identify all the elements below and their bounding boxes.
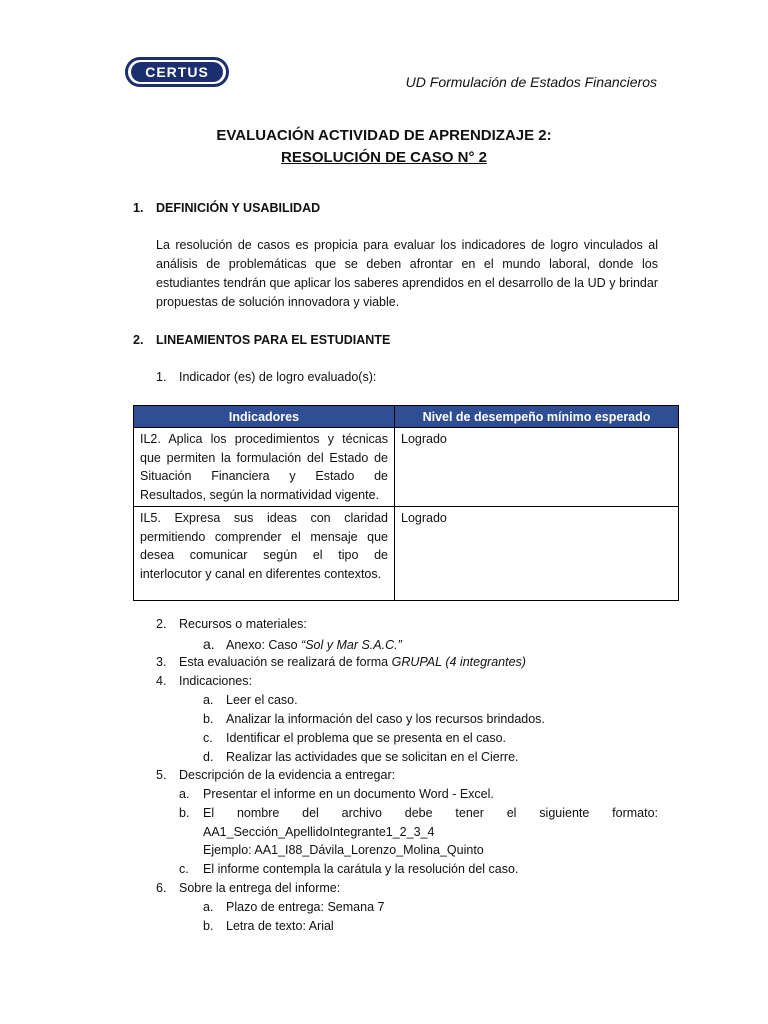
sub-item: b. Analizar la información del caso y los recursos brindados. — [203, 712, 545, 726]
list-item-4: 4. Indicaciones: — [156, 674, 252, 688]
document-subtitle: RESOLUCIÓN DE CASO N° 2 — [280, 149, 488, 166]
column-header-indicators: Indicadores — [134, 406, 395, 428]
indicator-cell: IL5. Expresa sus ideas con claridad permitiendo comprender el mensaje que desea comunicar según el tipo de interlocutor y canal en diferentes contextos. — [134, 507, 395, 601]
indicator-cell: IL2. Aplica los procedimientos y técnicas que permiten la formulación del Estado de Situación Financiera y Estado de Resultados, según la normatividad vigente. — [134, 428, 395, 507]
section-2-heading — [133, 333, 390, 347]
sub-item: b. El nombre del archivo debe tener el siguiente formato: — [179, 806, 658, 820]
list-item-6: 6. Sobre la entrega del informe: — [156, 881, 341, 895]
section-title: LINEAMIENTOS PARA EL ESTUDIANTE — [156, 333, 391, 347]
sub-item: d. Realizar las actividades que se solicitan en el Cierre. — [203, 750, 519, 764]
sub-item: a. Plazo de entrega: Semana 7 — [203, 900, 385, 914]
section-1-heading — [133, 201, 320, 215]
sub-item: a. Leer el caso. — [203, 693, 298, 707]
sub-item: c. El informe contempla la carátula y la resolución del caso. — [179, 862, 519, 876]
file-example: Ejemplo: AA1_I88_Dávila_Lorenzo_Molina_Quinto — [203, 843, 484, 857]
course-name: UD Formulación de Estados Financieros — [405, 74, 657, 90]
list-item-5: 5. Descripción de la evidencia a entregar: — [156, 768, 396, 782]
level-cell: Logrado — [395, 507, 679, 601]
logo-text: CERTUS — [131, 62, 223, 82]
column-header-level: Nivel de desempeño mínimo esperado — [395, 406, 679, 428]
section-number: 1. — [133, 201, 144, 215]
section-1-paragraph: La resolución de casos es propicia para evaluar los indicadores de logro vinculados al análisis de problemáticas que se deben afrontar en el mundo laboral, donde los estudiantes tendrán que aplicar los saberes aprendidos en el desarrollo de la UD y brindar propuestas de solución innovadora y viable. — [156, 238, 658, 309]
sub-item: c. Identificar el problema que se presenta en el caso. — [203, 731, 507, 745]
document-title: EVALUACIÓN ACTIVIDAD DE APRENDIZAJE 2: — [216, 127, 552, 144]
sub-item: b. Letra de texto: Arial — [203, 919, 334, 933]
list-item-1: 1. Indicador (es) de logro evaluado(s): — [156, 370, 377, 384]
level-cell: Logrado — [395, 428, 679, 507]
section-title: DEFINICIÓN Y USABILIDAD — [156, 201, 321, 215]
indicators-table — [133, 405, 679, 601]
table-row — [134, 507, 679, 601]
sub-item: a. Presentar el informe en un documento Word - Excel. — [179, 787, 494, 801]
file-format: AA1_Sección_ApellidoIntegrante1_2_3_4 — [203, 825, 435, 839]
certus-logo — [125, 57, 229, 87]
table-row — [134, 428, 679, 507]
section-number: 2. — [133, 333, 144, 347]
table-header-row — [134, 406, 679, 428]
list-item-3: 3. Esta evaluación se realizará de forma GRUPAL (4 integrantes) — [156, 655, 526, 669]
list-item-2: 2. Recursos o materiales: — [156, 617, 307, 631]
sub-item-annex: a. Anexo: Caso “Sol y Mar S.A.C.” — [203, 636, 402, 652]
